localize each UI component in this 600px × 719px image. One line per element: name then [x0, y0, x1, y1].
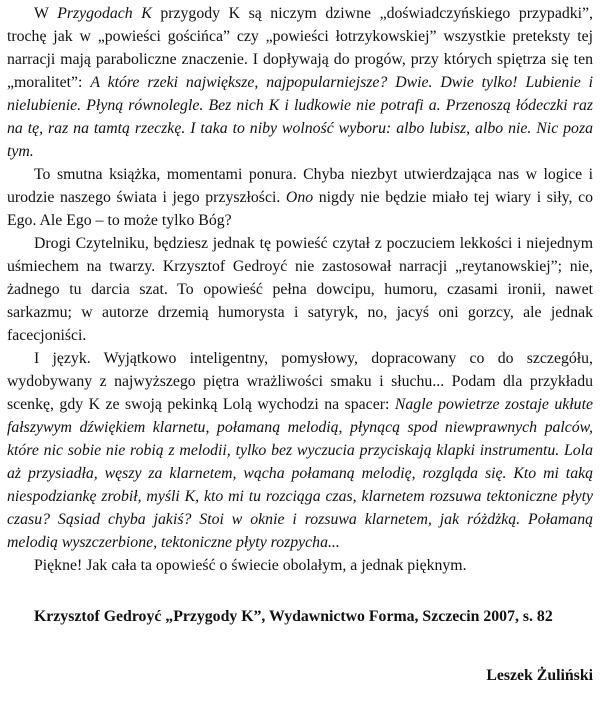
paragraph-text: Piękne! Jak cała ta opowieść o świecie obolałym, a jednak pięknym. [34, 557, 467, 574]
paragraph-text: nigdy nie będzie miało tej wiary i siły, co Ego. Ale Ego – to może tylko Bóg? [7, 189, 593, 229]
author-signature: Leszek Żuliński [486, 667, 593, 684]
quoted-text: Ono [285, 189, 314, 206]
quoted-text: A które rzeki największe, najpopularniejsze? Dwie. Dwie tylko! Lubienie i nielubienie. Płyną równolegle. Bez nich K i ludkowie nie potrafi a. Przenoszą łódeczki raz na tę, raz na tamtą rzeczkę. I taka to niby wolność wyboru: albo lubisz, albo nie. Nic poza tym. [7, 74, 594, 160]
paragraph [7, 2, 593, 163]
paragraph-text: Drogi Czytelniku, będziesz jednak tę powieść czytał z poczuciem lekkości i niejednym uśmiechem na twarzy. Krzysztof Gedroyć nie zastosował narracji „reytanowskiej”; nie, żadnego tu darcia szat. To opowieść pełna dowcipu, humoru, czasami ironii, nawet sarkazmu; w autorze drzemią humorysta i satyryk, no, jacyś oni gorzcy, ale jednak facecjoniści. [7, 235, 593, 344]
paragraph-text: W [34, 5, 58, 22]
review-body [7, 2, 593, 577]
paragraph [7, 232, 593, 347]
paragraph [7, 163, 593, 232]
paragraph [7, 347, 593, 554]
quoted-text: Przygodach K [57, 5, 152, 22]
paragraph-text: To smutna książka, momentami ponura. Chyba niezbyt utwierdzająca nas w logice i urodzie naszego świata i jego przyszłości. [7, 166, 593, 206]
paragraph [7, 554, 593, 577]
book-citation: Krzysztof Gedroyć „Przygody K”, Wydawnictwo Forma, Szczecin 2007, s. 82 [34, 608, 553, 625]
quoted-text: Nagle powietrze zostaje ukłute fałszywym dźwiękiem klarnetu, połamaną melodią, płynącą spod niewprawnych palców, które nic sobie nie robią z melodii, tylko bez wyczucia przyciskają klapki instrumentu. Lola aż przysiadła, węszy za klarnetem, wącha połamaną melodię, rozgląda się. Kto mi taką niespodziankę zrobił, myśli K, kto mi tu rozciąga czas, klarnetem rozsuwa tektoniczne płyty czasu? Sąsiad chyba jakiś? Stoi w oknie i rozsuwa klarnetem, jak różdżką. Połamaną melodią wyszczerbione, tektoniczne płyty rozpycha... [7, 396, 593, 551]
paragraph-text: przygody K są niczym dziwne „doświadczyńskiego przypadki”, trochę jak w „powieści gościńca” czy „powieści łotrzykowskiej” wszystkie preteksty tej narracji mają paraboliczne znaczenie. I dopływają do progów, przy których spiętrza się ten „moralitet”: [7, 5, 593, 91]
paragraph-text: I język. Wyjątkowo inteligentny, pomysłowy, dopracowany co do szczegółu, wydobywany z najwyższego piętra wrażliwości smaku i słuchu... Podam dla przykładu scenkę, gdy K ze swoją pekinką Lolą wychodzi na spacer: [7, 350, 593, 413]
